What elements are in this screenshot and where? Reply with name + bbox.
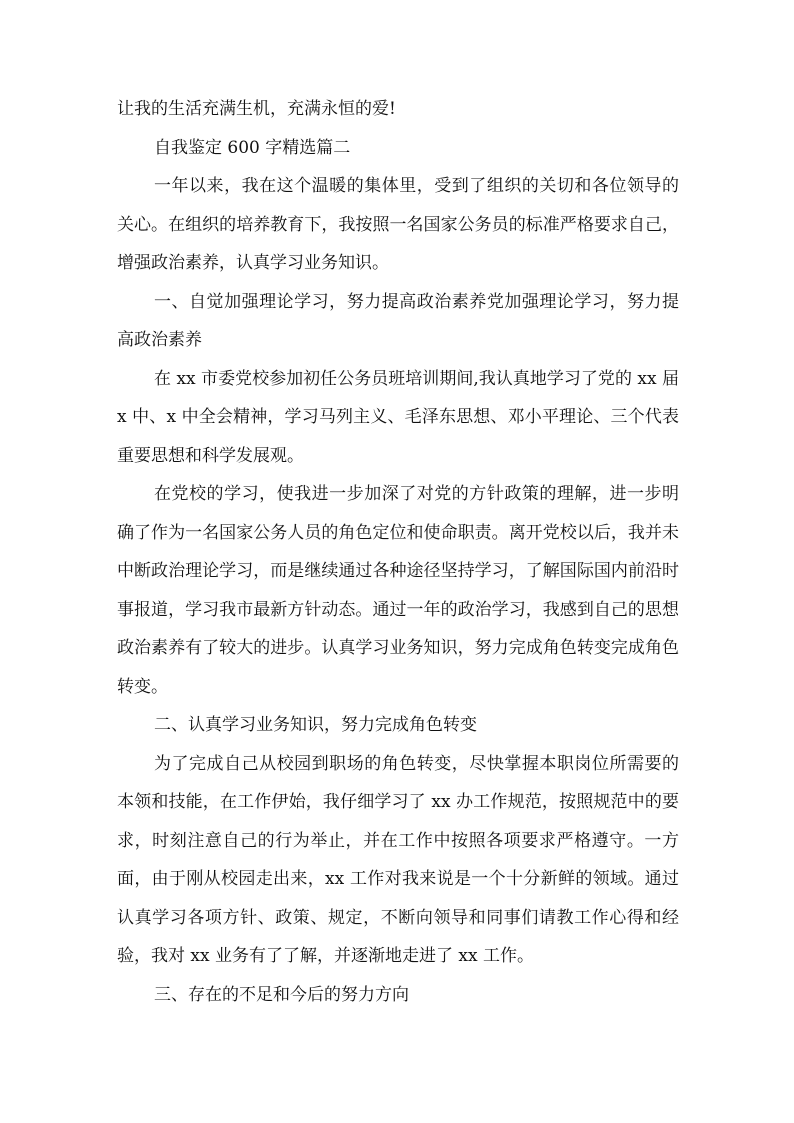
paragraph-party-school-training: 在 xx 市委党校参加初任公务员班培训期间,我认真地学习了党的 xx 届 x 中、x 中全会精神，学习马列主义、毛泽东思想、邓小平理论、三个代表重要思想和科学发展观。 xyxy=(117,368,679,466)
heading-theory-study: 一、自觉加强理论学习，努力提高政治素养党加强理论学习，努力提高政治素养 xyxy=(117,291,679,350)
heading-shortcomings: 三、存在的不足和今后的努力方向 xyxy=(154,984,409,1005)
paragraph-role-transition: 为了完成自己从校园到职场的角色转变，尽快掌握本职岗位所需要的本领和技能，在工作伊始，我仔细学习了 xx 办工作规范，按照规范中的要求，时刻注意自己的行为举止，并在工作中按照各项要求严格遵守。一方面，由于刚从校园走出来，xx 工作对我来说是一个十分新鲜的领域。通过认真学习各项方针、政策、规定，不断向领导和同事们请教工作心得和经验，我对 xx 业务有了了解，并逐渐地走进了 xx 工作。 xyxy=(117,753,679,966)
heading-business-study: 二、认真学习业务知识，努力完成角色转变 xyxy=(154,715,477,735)
section-title: 自我鉴定 600 字精选篇二 xyxy=(154,137,351,158)
paragraph-intro: 一年以来，我在这个温暖的集体里，受到了组织的关切和各位领导的关心。在组织的培养教育下，我按照一名国家公务员的标准严格要求自己，增强政治素养，认真学习业务知识。 xyxy=(117,176,679,273)
document-body xyxy=(117,90,679,1014)
paragraph-closing-line: 让我的生活充满生机，充满永恒的爱! xyxy=(117,99,396,119)
paragraph-political-study: 在党校的学习，使我进一步加深了对党的方针政策的理解，进一步明确了作为一名国家公务人员的角色定位和使命职责。离开党校以后，我并未中断政治理论学习，而是继续通过各种途径坚持学习，了解国际国内前沿时事报道，学习我市最新方针动态。通过一年的政治学习，我感到自己的思想政治素养有了较大的进步。认真学习业务知识，努力完成角色转变完成角色转变。 xyxy=(117,484,679,697)
